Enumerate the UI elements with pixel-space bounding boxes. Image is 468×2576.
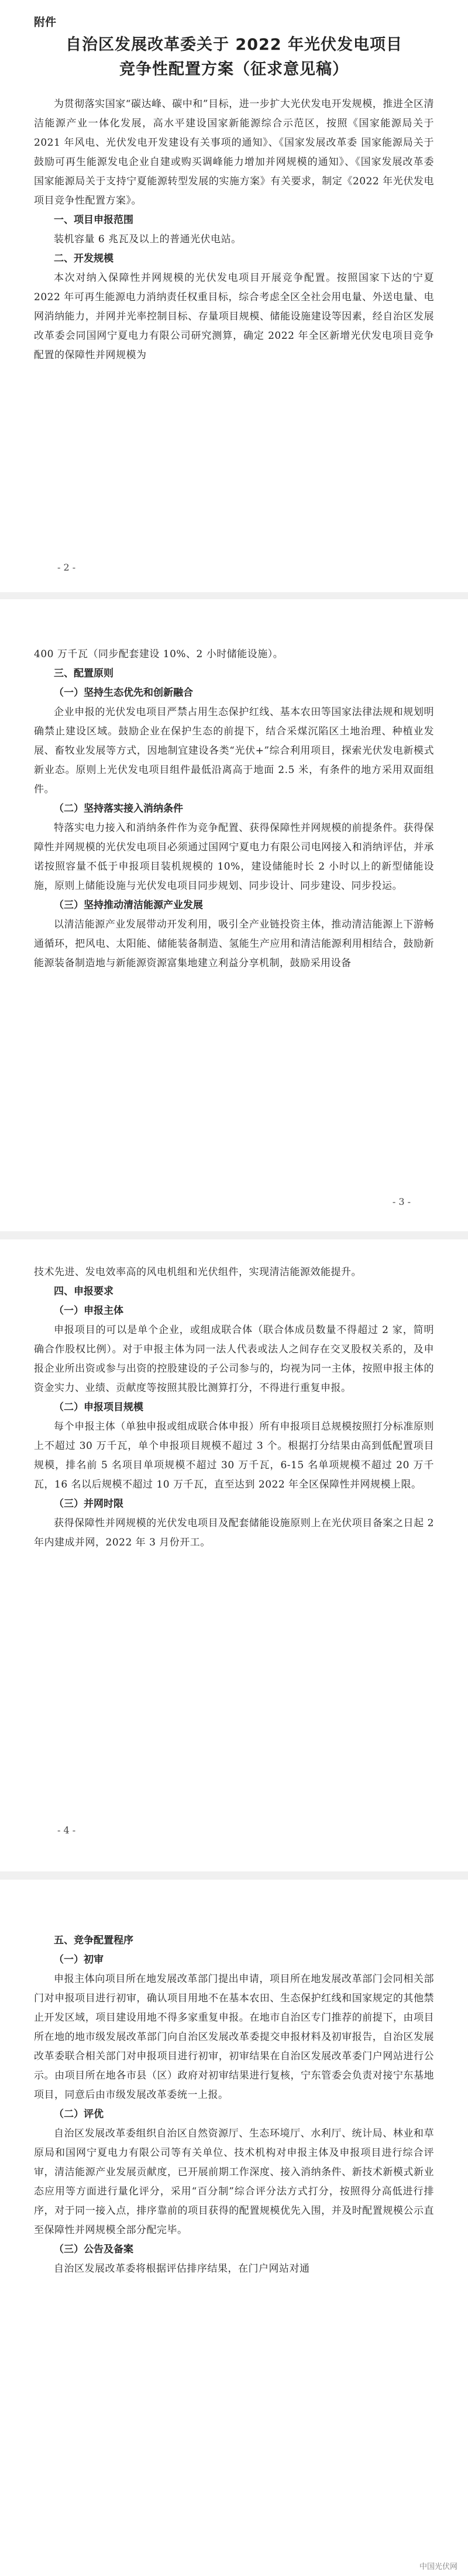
document-title <box>34 33 434 82</box>
section-1-text: 装机容量 6 兆瓦及以上的普通光伏电站。 <box>54 233 242 245</box>
principle-2-heading: （二）坚持落实接入消纳条件 <box>54 803 183 815</box>
page-number-3: - 3 - <box>392 1196 411 1207</box>
page-number-4: - 4 - <box>57 1825 76 1836</box>
principle-2-text: 特落实电力接入和消纳条件作为竞争配置、获得保障性并网规模的前提条件。获得保障性并网规模的光伏发电项目必须通过国网宁夏电力有限公司电网接入和消纳评估，并承诺按照容量不低于申报项目装机规模的 10%，建设储能时长 2 小时以上的新型储能设施，原则上储能设施与光伏发电项目同步规划、同步设计、同步建设、同步投运。 <box>34 822 434 892</box>
section-1-heading: 一、项目申报范围 <box>54 214 133 226</box>
requirement-3-text: 获得保障性并网规模的光伏发电项目及配套储能设施原则上在光伏项目备案之日起 2 年内建成并网，2022 年 3 月份开工。 <box>34 1517 434 1548</box>
intro-paragraph: 为贯彻落实国家“碳达峰、碳中和”目标，进一步扩大光伏发电开发规模，推进全区清洁能源产业一体化发展，高水平建设国家新能源综合示范区，按照《国家能源局关于 2021 年风电、光伏发电开发建设有关事项的通知》、《国家发展改革委 国家能源局关于鼓励可再生能源发电企业自建或购买调峰能力增加并网规模的通知》、《国家发展改革委 国家能源局关于支持宁夏能源转型发展的实施方案》有关要求，制定《2022 年光伏发电项目竞争性配置方案》。 <box>34 98 434 207</box>
requirement-2-text: 每个申报主体（单独申报或组成联合体申报）所有申报项目总规模按照打分标准原则上不超过 30 万千瓦，单个申报项目规模不超过 3 个。根据打分结果由高到低配置项目规模，排名前 5 名项目单项规模不超过 30 万千瓦，6-15 名单项规模不超过 20 万千瓦，16 名以后规模不超过 10 万千瓦，直至达到 2022 年全区保障性并网规模上限。 <box>34 1421 434 1490</box>
document-page-4 <box>0 1880 468 2576</box>
section-4-heading: 四、申报要求 <box>54 1286 113 1297</box>
principle-3-heading: （三）坚持推动清洁能源产业发展 <box>54 899 203 911</box>
principle-1-heading: （一）坚持生态优先和创新融合 <box>54 687 193 699</box>
procedure-2-text: 自治区发展改革委组织自治区自然资源厅、生态环境厅、水利厅、统计局、林业和草原局和国网宁夏电力有限公司等有关单位、技术机构对申报主体及申报项目进行综合评审，清洁能源产业发展贡献度，已开展前期工作深度、接入消纳条件、新技术新模式新业态应用等方面进行量化评分，采用“百分制”综合评分法方式打分，按照得分高低进行排序，对于同一接入点，排序靠前的项目获得的配置规模优先入围，并及时配置规模公示直至保障性并网规模全部分配完毕。 <box>34 2128 434 2236</box>
annex-label: 附件 <box>34 16 57 29</box>
title-line-2: 竞争性配置方案（征求意见稿） <box>119 60 349 78</box>
document-page-2 <box>0 599 468 1231</box>
site-watermark: 中国光伏网 <box>419 2563 457 2571</box>
scale-continuation: 400 万千瓦（同步配套建设 10%、2 小时储能设施）。 <box>34 648 284 660</box>
page-number-2: - 2 - <box>57 562 76 573</box>
section-5-heading: 五、竞争配置程序 <box>54 1935 133 1946</box>
document-page-3 <box>0 1239 468 1871</box>
requirement-1-text: 申报项目的可以是单个企业，或组成联合体（联合体成员数量不得超过 2 家，简明确合作股权比例）。对于申报主体为同一法人代表或法人之间存在交叉股权关系的，及申报企业所出资或参与出资的控股建设的子公司参与的，均视为同一主体，按照申报主体的资金实力、业绩、贡献度等按照其股比测算打分，不得进行重复申报。 <box>34 1324 434 1394</box>
requirement-2-heading: （二）申报项目规模 <box>54 1402 143 1413</box>
requirement-1-heading: （一）申报主体 <box>54 1305 123 1317</box>
title-line-1: 自治区发展改革委关于 2022 年光伏发电项目 <box>66 36 402 54</box>
section-2-heading: 二、开发规模 <box>54 253 113 265</box>
section-3-heading: 三、配置原则 <box>54 668 113 679</box>
procedure-1-heading: （一）初审 <box>54 1954 104 1966</box>
principle-3-continuation: 技术先进、发电效率高的风电机组和光伏组件，实现清洁能源效能提升。 <box>34 1266 362 1278</box>
principle-1-text: 企业申报的光伏发电项目严禁占用生态保护红线、基本农田等国家法律法规和规划明确禁止建设区域。鼓励企业在保护生态的前提下，结合采煤沉陷区土地治理、种植业发展、畜牧业发展等方式，因地制宜建设各类“光伏+”综合利用项目，探索光伏发电新模式新业态。原则上光伏发电项目组件最低沿离高于地面 2.5 米，有条件的地方采用双面组件。 <box>34 706 434 795</box>
requirement-3-heading: （三）并网时限 <box>54 1498 123 1510</box>
section-2-text: 本次对纳入保障性并网规模的光伏发电项目开展竞争配置。按照国家下达的宁夏 2022 年可再生能源电力消纳责任权重目标，综合考虑全区全社会用电量、外送电量、电网消纳能力，并网并光率控制目标、存量项目规模、储能设施建设等因素，经自治区发展改革委会同国网宁夏电力有限公司研究测算，确定 2022 年全区新增光伏发电项目竞争配置的保障性并网规模为 <box>34 272 434 361</box>
document-page-1 <box>0 0 468 592</box>
procedure-1-text: 申报主体向项目所在地发展改革部门提出申请，项目所在地发展改革部门会同相关部门对申报项目进行初审，确认项目用地不在基本农田、生态保护红线和国家规定的其他禁止开发区域，项目建设用地不得多家重复申报。在地市自治区专门推荐的前提下，由项目所在地的地市级发展改革部门向自治区发展改革委提交申报材料及初审报告，自治区发展改革委联合相关部门对申报项目进行初审，初审结果在自治区发展改革委门户网站进行公示。由项目所在地各市县（区）政府对初审结果进行复核，宁东管委会负责对接宁东基地项目，同意后由市级发展改革委统一上报。 <box>34 1973 434 2101</box>
principle-3-text: 以清洁能源产业发展带动开发利用，吸引全产业链投资主体，推动清洁能源上下游畅通循环，把风电、太阳能、储能装备制造、氢能生产应用和清洁能源利用相结合，鼓励新能源装备制造地与新能源资源富集地建立利益分享机制，鼓励采用设备 <box>34 919 434 969</box>
procedure-3-text: 自治区发展改革委将根据评估排序结果，在门户网站对通 <box>54 2263 310 2275</box>
procedure-2-heading: （二）评优 <box>54 2108 104 2120</box>
procedure-3-heading: （三）公告及备案 <box>54 2244 133 2255</box>
